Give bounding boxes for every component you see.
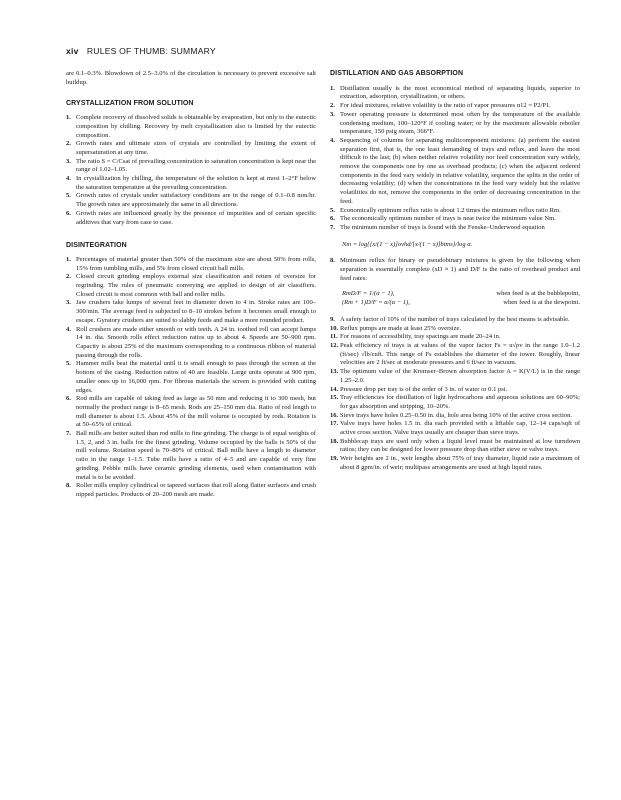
item-number: 6. bbox=[66, 395, 71, 403]
item-text: Tower operating pressure is determined most often by the temperature of the available condensing medium, 100–120°F if cooling water; or by the maximum allowable reboiler temperature, 150 psig steam, 366°F. bbox=[340, 110, 580, 136]
item-text: In crystallization by chilling, the temperature of the solution is kept at most 1–2°F below the saturation temperature at the prevailing concentration. bbox=[76, 175, 316, 191]
page-number: xiv bbox=[66, 46, 79, 56]
item-number: 7. bbox=[330, 223, 335, 231]
item-number: 14. bbox=[330, 385, 339, 393]
continued-paragraph: are 0.1–0.3%. Blowdown of 2.5–3.0% of the circulation is necessary to prevent excessive salt buildup. bbox=[66, 70, 316, 86]
item-text: Weir heights are 2 in., weir lengths about 75% of tray diameter, liquid rate a maximum of about 8 gpm/in. of weir; multipass arrangements are used at high liquid rates. bbox=[340, 455, 580, 471]
list-item bbox=[330, 325, 580, 334]
equation-condition: when feed is at the dewpoint. bbox=[503, 299, 580, 307]
distillation-item-8 bbox=[330, 257, 580, 283]
item-text: For ideal mixtures, relative volatility is the ratio of vapor pressures α12 = P2/P1. bbox=[340, 102, 551, 110]
item-number: 1. bbox=[66, 255, 71, 263]
list-item bbox=[66, 326, 316, 361]
item-number: 15. bbox=[330, 394, 339, 402]
list-item bbox=[330, 85, 580, 102]
list-item bbox=[330, 342, 580, 368]
item-text: Growth rates are influenced greatly by the presence of impurities and of certain specific additives that vary from case to case. bbox=[76, 209, 316, 226]
list-item bbox=[66, 482, 316, 499]
list-item bbox=[330, 102, 580, 111]
item-text: Growth rates and ultimate sizes of crystals are controlled by limiting the extent of supersaturation at any time. bbox=[76, 140, 316, 156]
item-text: Hammer mills beat the material until it is small enough to pass through the screen at the bottom of the casing. Reduction ratios of 40 are feasible. Large units operate at 900 rpm, smaller ones up to 16,000 rpm. For fibrous materials the screen is provided with cutting edges. bbox=[76, 360, 316, 394]
list-item bbox=[330, 137, 580, 207]
item-text: Closed circuit grinding employs external size classification and return of oversize for regrinding. The rules of pneumatic conveying are applied to design of air classifiers. Closed circuit is most common with ball and roller mills. bbox=[76, 273, 316, 298]
item-text: Rod mills are capable of taking feed as large as 50 mm and reducing it to 300 mesh, but normally the product range is 8–65 mesh. Rods are 25–150 mm dia. Ratio of rod length to mill diameter is about 1.5. About 45% of the mill volume is occupied by rods. Rotation is at 50–65% of critical. bbox=[76, 395, 316, 429]
list-item bbox=[330, 412, 580, 421]
distillation-list-b bbox=[330, 316, 580, 473]
item-text: Minimum reflux for binary or pseudobinary mixtures is given by the following when separation is essentially complete (xD ≈ 1) and D/F is the ratio of overhead product and feed rates: bbox=[340, 257, 580, 282]
item-text: The optimum value of the Kremser–Brown absorption factor A = K(V/L) is in the range 1.25–2.0. bbox=[340, 368, 580, 384]
list-item bbox=[66, 299, 316, 325]
equation-condition: when feed is at the bubblepoint, bbox=[496, 290, 580, 298]
item-number: 3. bbox=[330, 110, 335, 118]
item-text: Complete recovery of dissolved solids is obtainable by evaporation, but only to the eutectic composition by chilling. Recovery by melt crystallization also is limited by the eutectic composition. bbox=[76, 114, 316, 139]
running-header bbox=[66, 46, 216, 56]
equation-formula: RmD/F = 1/(α − 1), bbox=[342, 290, 395, 298]
item-number: 5. bbox=[330, 206, 335, 214]
item-text: The economically optimum number of trays is near twice the minimum value Nm. bbox=[340, 215, 556, 223]
item-number: 16. bbox=[330, 411, 339, 419]
item-text: For reasons of accessibility, tray spacings are made 20–24 in. bbox=[340, 333, 501, 341]
list-item bbox=[66, 210, 316, 227]
list-item bbox=[330, 394, 580, 411]
item-number: 2. bbox=[66, 140, 71, 148]
list-item bbox=[330, 224, 580, 233]
item-text: Sieve trays have holes 0.25–0.50 in. dia, hole area being 10% of the active cross section. bbox=[340, 411, 572, 419]
list-item bbox=[66, 256, 316, 273]
disintegration-list bbox=[66, 256, 316, 500]
item-text: The minimum number of trays is found with the Fenske–Underwood equation bbox=[340, 223, 545, 231]
item-text: Sequencing of columns for separating multicomponent mixtures: (a) perform the easiest separation first, that is, the one least demanding of trays and reflux, and leave the most difficult to the last; (b) when neither relative volatility nor feed concentration vary widely, remove the components one by one as overhead products; (c) when the adjacent ordered components in the feed vary widely in relative volatility, sequence the splits in the order of decreasing volatility; (d) when the concentrations in the feed vary widely but the relative volatilities do not, remove the components in the order of decreasing concentration in the feed. bbox=[340, 136, 580, 205]
item-number: 9. bbox=[330, 315, 335, 323]
item-number: 5. bbox=[66, 360, 71, 368]
list-item bbox=[66, 360, 316, 395]
item-number: 5. bbox=[66, 192, 71, 200]
item-text: Ball mills are better suited than rod mills to fine grinding. The charge is of equal weights of 1.5, 2, and 3 in. balls for the finest grinding. Volume occupied by the balls is 50% of the mill volume. Rotation speed is 70–80% of critical. Ball mills have a length to diameter ratio in the range 1–1.5. Tube mills have a ratio of 4–5 and are capable of very fine grinding. Pebble mills have ceramic grinding elements, used when contamination with metal is to be avoided. bbox=[76, 430, 316, 481]
list-item bbox=[66, 175, 316, 192]
minimum-reflux-equations bbox=[330, 290, 580, 307]
item-text: Jaw crushers take lumps of several feet in diameter down to 4 in. Stroke rates are 100–300/min. The average feed is subjected to 8–10 strokes before it becomes small enough to escape. Gyratory crushers are suited to slabby feeds and make a more rounded product. bbox=[76, 299, 316, 324]
left-column bbox=[66, 70, 316, 500]
item-text: Roller mills employ cylindrical or tapered surfaces that roll along flatter surfaces and crush nipped particles. Products of 20–200 mesh are made. bbox=[76, 482, 316, 498]
section-heading-crystallization: CRYSTALLIZATION FROM SOLUTION bbox=[66, 100, 194, 108]
item-text: Roll crushers are made either smooth or with teeth. A 24 in. toothed roll can accept lumps 14 in. dia. Smooth rolls effect reduction ratios up to about 4. Speeds are 50–900 rpm. Capacity is about 25% of the maximum corresponding to a continuous ribbon of material passing through the rolls. bbox=[76, 325, 316, 359]
list-item bbox=[330, 111, 580, 137]
item-number: 19. bbox=[330, 455, 339, 463]
item-number: 2. bbox=[66, 273, 71, 281]
equation-formula: (Rm + 1)D/F = α/(α − 1), bbox=[342, 299, 410, 307]
item-number: 3. bbox=[66, 299, 71, 307]
item-number: 7. bbox=[66, 430, 71, 438]
item-number: 12. bbox=[330, 341, 339, 349]
item-number: 1. bbox=[66, 114, 71, 122]
item-text: Pressure drop per tray is of the order of 3 in. of water or 0.1 psi. bbox=[340, 385, 508, 393]
list-item bbox=[330, 316, 580, 325]
item-number: 1. bbox=[330, 84, 335, 92]
item-number: 8. bbox=[66, 482, 71, 490]
crystallization-list bbox=[66, 114, 316, 227]
item-text: Growth rates of crystals under satisfactory conditions are in the range of 0.1–0.8 mm/hr. The growth rates are approximately the same in all directions. bbox=[76, 192, 316, 209]
item-text: Tray efficiencies for distillation of light hydrocarbons and aqueous solutions are 60–90%; for gas absorption and stripping, 10–20%. bbox=[340, 394, 580, 410]
list-item bbox=[330, 207, 580, 216]
item-number: 10. bbox=[330, 324, 339, 332]
list-item bbox=[330, 438, 580, 455]
item-number: 13. bbox=[330, 368, 339, 376]
list-item bbox=[66, 192, 316, 209]
item-text: Bubblecap trays are used only when a liquid level must be maintained at low turndown ratios; they can be designed for lower pressure drop than either sieve or valve trays. bbox=[340, 437, 580, 454]
equation-row bbox=[330, 299, 580, 308]
item-text: Peak efficiency of trays is at values of the vapor factor Fs = u√ρv in the range 1.0–1.2 (ft/sec) √lb/cuft. This range of Fs establishes the diameter of the tower. Roughly, linear velocities are 2 ft/sec at moderate pressures and 6 ft/sec in vacuum. bbox=[340, 341, 580, 367]
item-text: A safety factor of 10% of the number of trays calculated by the best means is advisable. bbox=[340, 315, 570, 323]
item-number: 8. bbox=[330, 257, 335, 265]
item-number: 3. bbox=[66, 157, 71, 165]
right-column bbox=[330, 70, 580, 473]
item-number: 17. bbox=[330, 420, 339, 428]
list-item bbox=[330, 386, 580, 395]
equation-row bbox=[330, 290, 580, 299]
list-item bbox=[66, 114, 316, 140]
list-item bbox=[330, 455, 580, 472]
section-heading-distillation: DISTILLATION AND GAS ABSORPTION bbox=[330, 70, 464, 77]
item-number: 6. bbox=[66, 209, 71, 217]
item-number: 6. bbox=[330, 215, 335, 223]
item-text: Economically optimum reflux ratio is about 1.2 times the minimum reflux ratio Rm. bbox=[340, 206, 561, 214]
distillation-list-a bbox=[330, 85, 580, 233]
list-item bbox=[330, 333, 580, 342]
item-number: 18. bbox=[330, 437, 339, 445]
item-text: The ratio S = C/Csat of prevailing concentration to saturation concentration is kept near the range of 1.02–1.05. bbox=[76, 157, 316, 174]
item-text: Reflux pumps are made at least 25% oversize. bbox=[340, 324, 462, 332]
list-item bbox=[66, 140, 316, 157]
list-item bbox=[66, 158, 316, 175]
item-number: 4. bbox=[66, 175, 71, 183]
item-number: 11. bbox=[330, 333, 338, 341]
fenske-underwood-equation: Nm = log{[x/(1 − x)]ovhd/[x/(1 − x)]btms}/log α. bbox=[342, 240, 473, 248]
list-item bbox=[66, 273, 316, 299]
running-title: RULES OF THUMB: SUMMARY bbox=[86, 46, 216, 56]
item-number: 4. bbox=[330, 136, 335, 144]
section-heading-disintegration: DISINTEGRATION bbox=[66, 242, 127, 250]
list-item bbox=[330, 368, 580, 385]
list-item bbox=[66, 430, 316, 482]
list-item bbox=[330, 257, 580, 283]
item-number: 2. bbox=[330, 102, 335, 110]
item-text: Valve trays have holes 1.5 in. dia each provided with a liftable cap, 12–14 caps/sqft of active cross section. Valve trays usually are cheaper than sieve trays. bbox=[340, 420, 580, 437]
list-item bbox=[330, 420, 580, 437]
item-number: 4. bbox=[66, 325, 71, 333]
list-item bbox=[330, 215, 580, 224]
item-text: Percentages of material greater than 50% of the maximum size are about 50% from rolls, 15% from tumbling mills, and 5% from closed circuit ball mills. bbox=[76, 255, 316, 272]
item-text: Distillation usually is the most economical method of separating liquids, superior to extraction, adsorption, crystallization, or others. bbox=[340, 84, 580, 101]
list-item bbox=[66, 395, 316, 430]
